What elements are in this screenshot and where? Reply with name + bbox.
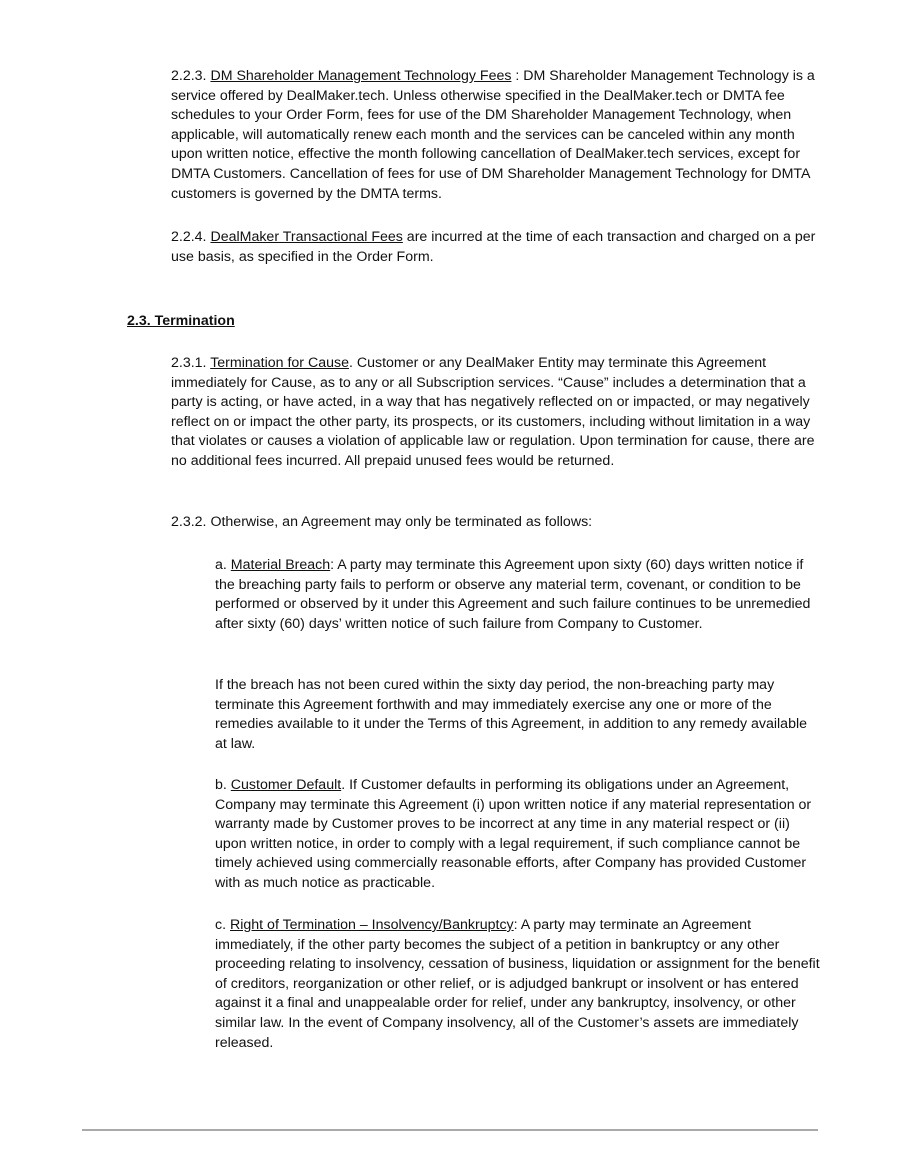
item-body: : A party may terminate this Agreement upon sixty (60) days written notice if the breaching party fails to perform or observe any material term, covenant, or condition to be performed or observed by it under this Agreement and such failure continues to be unremedied after sixty (60) days’ written notice of such failure from Company to Customer. (215, 557, 811, 632)
section-2-3-2: 2.3.2. Otherwise, an Agreement may only be terminated as follows: (171, 514, 593, 530)
footer-divider (82, 1129, 818, 1131)
item-body: : A party may terminate an Agreement immediately, if the other party becomes the subject of a petition in bankruptcy or any other proceeding relating to insolvency, cessation of business, liquidation or assignment for the benefit of creditors, reorganization or other relief, or is adjudged bankrupt or insolvent or has entered against it a final and unappealable order for relief, under any bankruptcy, insolvency, or other similar law. In the event of Company insolvency, all of the Customer’s assets are immediately released. (215, 917, 820, 1051)
section-body: . Customer or any DealMaker Entity may terminate this Agreement immediately for Cause, as to any or all Subscription services. “Cause” includes a determination that a party is acting, or have acted, in a way that has negatively reflected on or impacted, or may negatively reflect on or impact the other party, its prospects, or its customers, including without limitation in a way that violates or causes a violation of applicable law or regulation. Upon termination for cause, there are no additional fees incurred. All prepaid unused fees would be returned. (171, 355, 815, 469)
section-heading-termination: 2.3. Termination (127, 313, 235, 329)
section-number: 2.3.1. (171, 355, 207, 371)
section-2-2-3 (171, 67, 821, 204)
item-letter: c. (215, 917, 227, 933)
item-body: . If Customer defaults in performing its obligations under an Agreement, Company may terminate this Agreement (i) upon written notice if any material representation or warranty made by Customer proves to be incorrect at any time in any material respect or (ii) upon written notice, in order to comply with a legal requirement, if such compliance cannot be timely achieved using commercially reasonable efforts, after Company has provided Customer with as much notice as practicable. (215, 777, 812, 891)
item-title: Right of Termination – Insolvency/Bankruptcy (230, 917, 514, 933)
section-body: : DM Shareholder Management Technology is a service offered by DealMaker.tech. Unless otherwise specified in the DealMaker.tech or DMTA fee schedules to your Order Form, fees for use of the DM Shareholder Management Technology, when applicable, will automatically renew each month and the services can be canceled within any month upon written notice, effective the month following cancellation of DealMaker.tech services, except for DMTA Customers. Cancellation of fees for use of DM Shareholder Management Technology for DMTA customers is governed by the DMTA terms. (171, 68, 815, 202)
item-title: Material Breach (230, 557, 331, 573)
section-title: DealMaker Transactional Fees (210, 229, 403, 245)
section-number: 2.2.4. (171, 229, 207, 245)
item-title: Customer Default (230, 777, 342, 793)
item-b-customer-default (215, 776, 821, 894)
section-2-3-1 (171, 354, 821, 472)
section-number: 2.2.3. (171, 68, 207, 84)
section-2-2-4 (171, 228, 821, 267)
item-letter: b. (215, 777, 227, 793)
item-a-continuation: If the breach has not been cured within the sixty day period, the non-breaching party may terminate this Agreement forthwith and may immediately exercise any one or more of the remedies available to it under the Terms of this Agreement, in addition to any remedy available at law. (215, 677, 808, 752)
section-body: are incurred at the time of each transaction and charged on a per use basis, as specified in the Order Form. (171, 229, 816, 265)
item-c-insolvency (215, 916, 821, 1053)
item-letter: a. (215, 557, 227, 573)
item-a-material-breach (215, 556, 821, 634)
section-title: Termination for Cause (210, 355, 349, 371)
section-title: DM Shareholder Management Technology Fees (210, 68, 512, 84)
